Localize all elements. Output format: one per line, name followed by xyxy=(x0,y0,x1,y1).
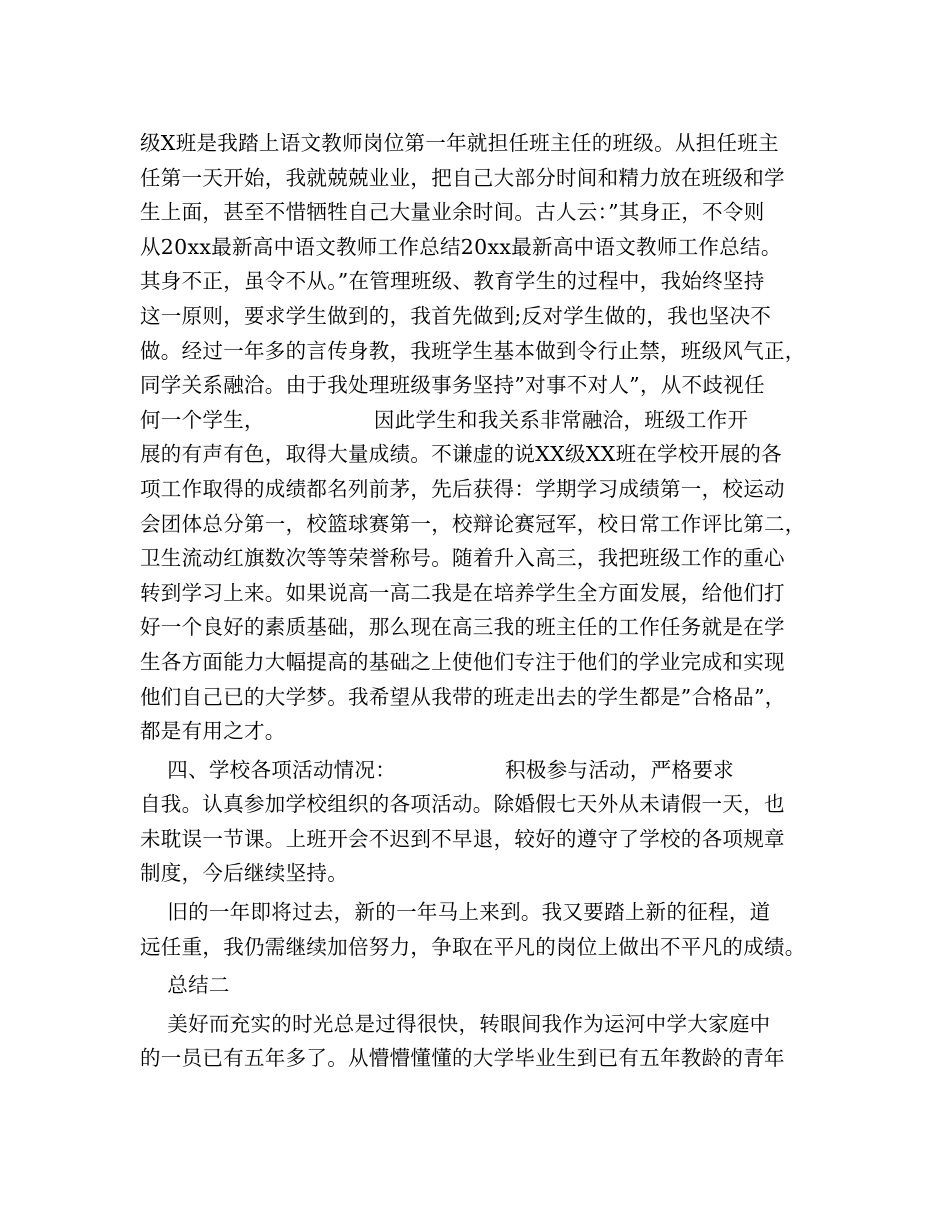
text-line: 未耽误一节课。上班开会不迟到不早退，较好的遵守了学校的各项规章 xyxy=(140,826,785,851)
text-line: 从20xx最新高中语文教师工作总结20xx最新高中语文教师工作总结。 xyxy=(140,234,782,259)
text-line: 任第一天开始，我就兢兢业业，把自己大部分时间和精力放在班级和学 xyxy=(140,165,785,190)
text-line: 会团体总分第一，校篮球赛第一，校辩论赛冠军，校日常工作评比第二， xyxy=(140,511,806,536)
text-line: 项工作取得的成绩都名列前茅，先后获得：学期学习成绩第一，校运动 xyxy=(140,476,785,501)
text-line: 其身不正，虽令不从。”在管理班级、教育学生的过程中，我始终坚持 xyxy=(140,269,765,294)
text-line: 的一员已有五年多了。从懵懵懂懂的大学毕业生到已有五年教龄的青年 xyxy=(140,1046,785,1071)
text-line: 远任重，我仍需继续加倍努力，争取在平凡的岗位上做出不平凡的成绩。 xyxy=(140,934,806,959)
text-line: 总结二 xyxy=(140,973,230,998)
text-line: 转到学习上来。如果说高一高二我是在培养学生全方面发展，给他们打 xyxy=(140,580,785,605)
text-line: 四、学校各项活动情况： 积极参与活动，严格要求 xyxy=(140,757,734,782)
text-line: 制度，今后继续坚持。 xyxy=(140,861,348,886)
text-line: 好一个良好的素质基础，那么现在高三我的班主任的工作任务就是在学 xyxy=(140,615,785,640)
text-line: 生上面，甚至不惜牺牲自己大量业余时间。古人云：”其身正，不令则 xyxy=(140,200,765,225)
document-body xyxy=(140,126,820,1076)
text-line: 同学关系融洽。由于我处理班级事务坚持”对事不对人”，从不歧视任 xyxy=(140,373,765,398)
text-line: 展的有声有色，取得大量成绩。不谦虚的说XX级XX班在学校开展的各 xyxy=(140,442,782,467)
text-line: 都是有用之才。 xyxy=(140,719,286,744)
text-line: 这一原则，要求学生做到的，我首先做到;反对学生做的，我也坚决不 xyxy=(140,303,772,328)
text-line: 旧的一年即将过去，新的一年马上来到。我又要踏上新的征程，道 xyxy=(140,900,771,925)
text-line: 生各方面能力大幅提高的基础之上使他们专注于他们的学业完成和实现 xyxy=(140,649,785,674)
text-line: 级X班是我踏上语文教师岗位第一年就担任班主任的班级。从担任班主 xyxy=(140,131,779,155)
text-line: 美好而充实的时光总是过得很快，转眼间我作为运河中学大家庭中 xyxy=(140,1011,771,1036)
text-line: 他们自己已的大学梦。我希望从我带的班走出去的学生都是”合格品”， xyxy=(140,684,786,709)
text-line: 何一个学生， 因此学生和我关系非常融洽，班级工作开 xyxy=(140,407,749,432)
text-line: 卫生流动红旗数次等等荣誉称号。随着升入高三，我把班级工作的重心 xyxy=(140,546,785,571)
text-line: 做。经过一年多的言传身教，我班学生基本做到令行止禁，班级风气正， xyxy=(140,338,806,363)
text-line: 自我。认真参加学校组织的各项活动。除婚假七天外从未请假一天，也 xyxy=(140,792,785,817)
